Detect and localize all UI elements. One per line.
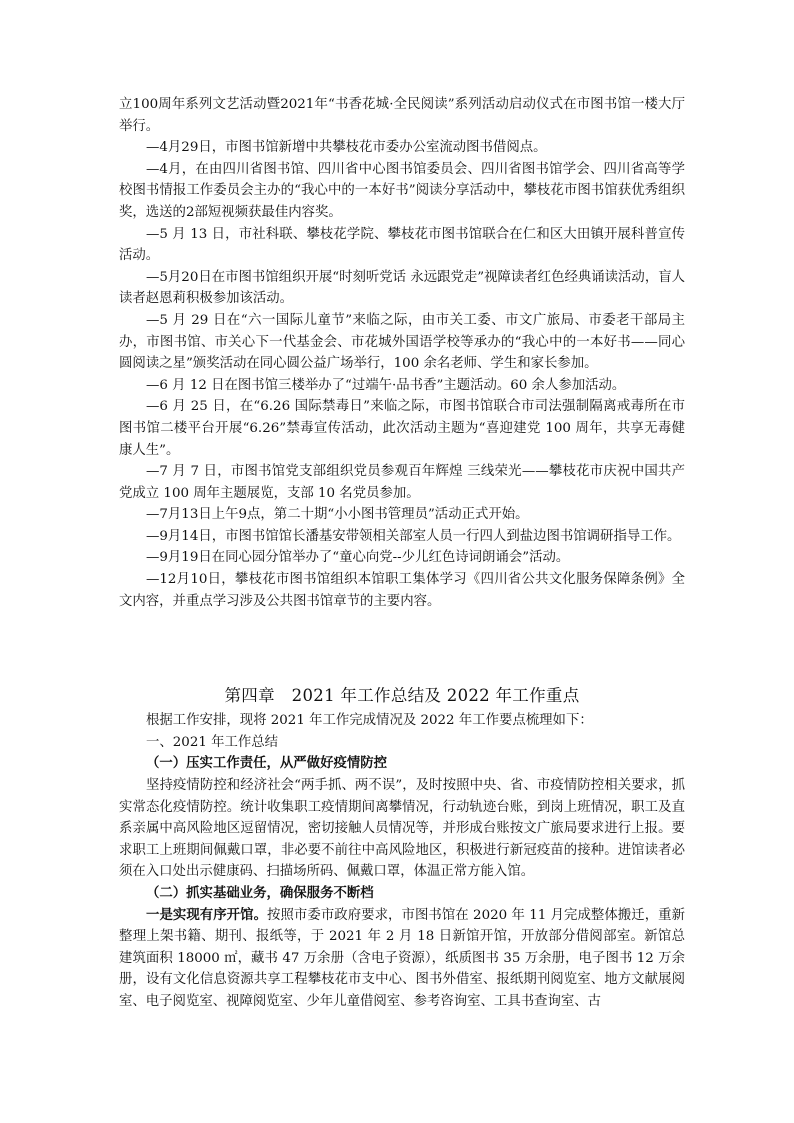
part-heading: 一、2021 年工作总结 [146, 734, 279, 750]
event-paragraph: —7 月 7 日，市图书馆党支部组织党员参观百年辉煌 三线荣光——攀枝花市庆祝中国共产党成立 100 周年主题展览，支部 10 名党员参加。 [119, 464, 685, 501]
document-page [119, 94, 685, 1013]
event-paragraph: —5 月 13 日，市社科联、攀枝花学院、攀枝花市图书馆联合在仁和区大田镇开展科普宣传活动。 [119, 226, 685, 264]
section-lead: 一是实现有序开馆。 [146, 906, 268, 923]
event-paragraph: —4月29日，市图书馆新增中共攀枝花市委办公室流动图书借阅点。 [146, 140, 547, 156]
section-body: 坚持疫情防控和经济社会“两手抓、两不误”，及时按照中央、省、市疫情防控相关要求，抓实常态化疫情防控。统计收集职工疫情期间离攀情况，行动轨迹台账，到岗上班情况，职工及直系亲属中高风险地区逗留情况，密切接触人员情况等，并形成台账按文广旅局要求进行上报。要求职工上班期间佩戴口罩，非必要不前往中高风险地区，积极进行新冠疫苗的接种。进馆读者必须在入口处出示健康码、扫描场所码、佩戴口罩，体温正常方能入馆。 [119, 778, 685, 880]
section-heading: （二）抓实基础业务，确保服务不断档 [146, 885, 374, 901]
event-paragraph: —6 月 25 日，在“6.26 国际禁毒日”来临之际，市图书馆联合市司法强制隔离戒毒所在市图书馆二楼平台开展“6.26”禁毒宣传活动，此次活动主题为“喜迎建党 100 周年，共享无毒健康人生”。 [119, 399, 685, 458]
event-paragraph: 立100周年系列文艺活动暨2021年“书香花城·全民阅读”系列活动启动仪式在市图书馆一楼大厅举行。 [119, 97, 685, 134]
event-paragraph: —9月19日在同心园分馆举办了“童心向党--少儿红色诗词朗诵会”活动。 [146, 550, 570, 566]
chapter-intro: 根据工作安排，现将 2021 年工作完成情况及 2022 年工作要点梳理如下： [146, 713, 593, 729]
event-paragraph: —9月14日，市图书馆馆长潘基安带领相关部室人员一行四人到盐边图书馆调研指导工作。 [146, 528, 681, 544]
event-paragraph: —4月，在由四川省图书馆、四川省中心图书馆委员会、四川省图书馆学会、四川省高等学校图书情报工作委员会主办的“我心中的一本好书”阅读分享活动中，攀枝花市图书馆获优秀组织奖，选送的2部短视频获最佳内容奖。 [119, 161, 685, 220]
event-paragraph: —7月13日上午9点，第二十期“小小图书管理员”活动正式开始。 [146, 507, 529, 523]
section-heading: （一）压实工作责任，从严做好疫情防控 [146, 755, 388, 772]
chapter-title: 第四章 2021 年工作总结及 2022 年工作重点 [224, 686, 580, 706]
section-body [119, 905, 685, 1013]
event-paragraph: —5月20日在市图书馆组织开展“时刻听党话 永远跟党走”视障读者红色经典诵读活动，盲人读者赵恩莉积极参加该活动。 [119, 269, 685, 307]
event-paragraph: —5 月 29 日在“六一国际儿童节”来临之际，由市关工委、市文广旅局、市委老干部局主办，市图书馆、市关心下一代基金会、市花城外国语学校等承办的“我心中的一本好书——同心圆阅读之星”颁奖活动在同心圆公益广场举行，100 余名老师、学生和家长参加。 [119, 312, 685, 372]
event-paragraph: —6 月 12 日在图书馆三楼举办了“过端午·品书香”主题活动。60 余人参加活动。 [146, 377, 626, 393]
section-text: 按照市委市政府要求，市图书馆在 2020 年 11 月完成整体搬迁，重新整理上架书籍、期刊、报纸等，于 2021 年 2 月 18 日新馆开馆，开放部分借阅部室。新馆总建筑面积 18000 ㎡，藏书 47 万余册（含电子资源），纸质图书 35 万余册，电子图书 12 万余册，设有文化信息资源共享工程攀枝花市支中心、图书外借室、报纸期刊阅览室、地方文献展阅室、电子阅览室、视障阅览室、少年儿童借阅室、参考咨询室、工具书查询室、古 [119, 907, 685, 1009]
event-paragraph: —12月10日，攀枝花市图书馆组织本馆职工集体学习《四川省公共文化服务保障条例》全文内容，并重点学习涉及公共图书馆章节的主要内容。 [119, 572, 685, 609]
